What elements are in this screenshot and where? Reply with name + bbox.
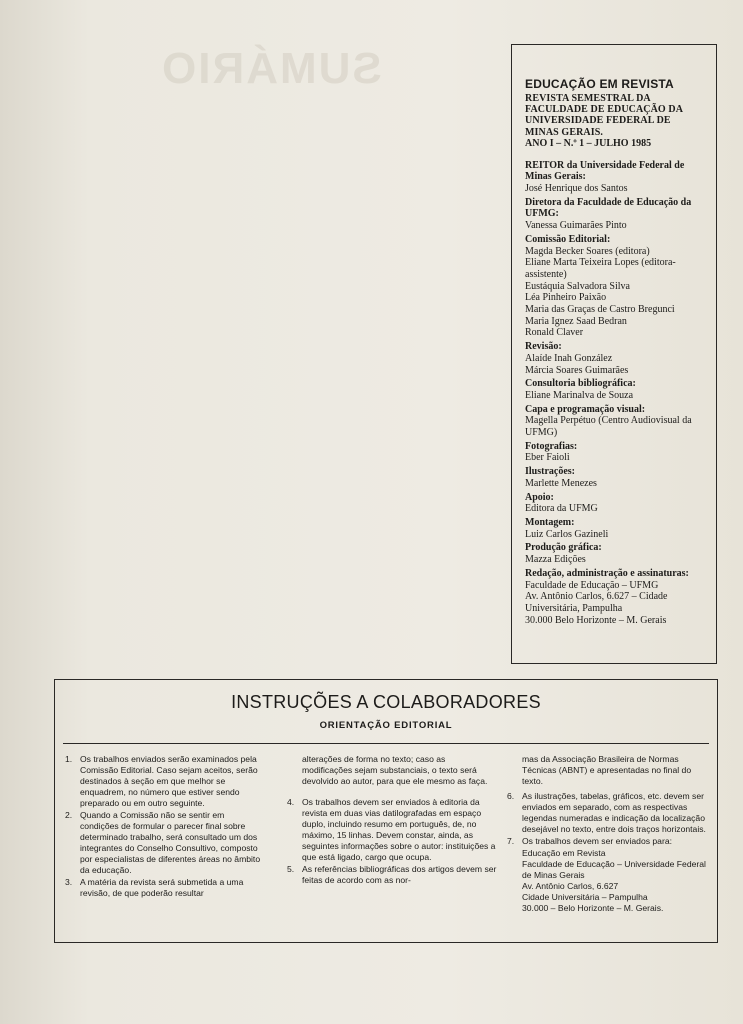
credit-role: Produção gráfica: bbox=[525, 542, 602, 554]
instruction-item: 6. As ilustrações, tabelas, gráficos, etc. devem ser enviados em separado, com as respectivas legendas numeradas e indicação da localização desejável no texto, entre dois traços horizontais. bbox=[507, 791, 706, 834]
credit-role: Ilustrações: bbox=[525, 466, 575, 478]
credit-role: Capa e programação visual: bbox=[525, 403, 646, 415]
credit-name: Eustáquia Salvadora Silva bbox=[525, 280, 630, 292]
credit-entry bbox=[525, 234, 710, 339]
instructions-column-2 bbox=[287, 754, 497, 887]
credit-entry bbox=[525, 404, 710, 439]
credit-entry bbox=[525, 517, 710, 540]
credit-name: Eliane Marta Teixeira Lopes (editora-assistente) bbox=[525, 257, 676, 280]
credit-role: Apoio: bbox=[525, 491, 554, 503]
instruction-continuation: alterações de forma no texto; caso as modificações sejam substanciais, o texto será devolvido ao autor, para que ele mesmo as faça. bbox=[302, 754, 488, 786]
credit-name: Vanessa Guimarães Pinto bbox=[525, 220, 627, 232]
credit-entry bbox=[525, 378, 710, 401]
issue-info: ANO I – N.º 1 – JULHO 1985 bbox=[525, 137, 652, 149]
credit-name: Maria Ignez Saad Bedran bbox=[525, 315, 627, 327]
credit-name: Ronald Claver bbox=[525, 327, 584, 339]
masthead-box bbox=[511, 44, 717, 664]
instruction-item: 2. Quando a Comissão não se sentir em condições de formular o parecer final sobre determinado trabalho, será consultado um dos integrantes do Conselho Consultivo, composto por especialistas de diferentes áreas no âmbito da educação. bbox=[65, 810, 261, 875]
journal-subtitle-line: FACULDADE DE EDUCAÇÃO DA bbox=[525, 104, 684, 115]
instructions-title: INSTRUÇÕES A COLABORADORES bbox=[231, 692, 541, 712]
divider bbox=[63, 743, 709, 744]
credit-entry bbox=[525, 568, 710, 627]
instructions-column-3 bbox=[507, 754, 707, 914]
bleed-through-title: SUMÁRIO bbox=[160, 44, 382, 93]
instruction-continuation: mas da Associação Brasileira de Normas Técnicas (ABNT) e apresentadas no final do texto. bbox=[522, 754, 692, 786]
credit-role: Montagem: bbox=[525, 516, 575, 528]
credit-name: Mazza Edições bbox=[525, 554, 586, 566]
credit-role: Consultoria bibliográfica: bbox=[525, 378, 636, 390]
credit-role: Comissão Editorial: bbox=[525, 233, 611, 245]
credit-name: Maria das Graças de Castro Bregunci bbox=[525, 304, 675, 316]
instruction-item: 5. As referências bibliográficas dos artigos devem ser feitas de acordo com as nor- bbox=[287, 864, 497, 885]
credit-role: Revisão: bbox=[525, 341, 562, 353]
credit-name: Marlette Menezes bbox=[525, 477, 597, 489]
credit-role: Redação, administração e assinaturas: bbox=[525, 567, 689, 579]
credit-entry bbox=[525, 492, 710, 515]
credit-name: Faculdade de Educação – UFMG bbox=[525, 579, 659, 591]
credit-name: Eliane Marinalva de Souza bbox=[525, 389, 634, 401]
address-line: 30.000 – Belo Horizonte – M. Gerais. bbox=[522, 903, 664, 913]
instruction-item: 3. A matéria da revista será submetida a uma revisão, de que poderão resultar bbox=[65, 877, 244, 898]
credit-name: Editora da UFMG bbox=[525, 503, 598, 515]
credit-name: Magda Becker Soares (editora) bbox=[525, 245, 650, 257]
credit-entry bbox=[525, 441, 710, 464]
bleed-through-text bbox=[300, 236, 500, 676]
submission-address bbox=[507, 848, 707, 914]
journal-subtitle-line: MINAS GERAIS. bbox=[525, 126, 603, 138]
address-line: Av. Antônio Carlos, 6.627 bbox=[522, 881, 619, 891]
instructions-box bbox=[54, 679, 718, 943]
credit-role: Diretora da Faculdade de Educação da UFMG: bbox=[525, 196, 692, 220]
credits-list bbox=[525, 160, 710, 627]
journal-title: EDUCAÇÃO EM REVISTA bbox=[525, 77, 674, 91]
credit-entry bbox=[525, 197, 710, 232]
credit-name: Alaíde Inah González bbox=[525, 352, 613, 364]
credit-entry bbox=[525, 466, 710, 489]
credit-name: 30.000 Belo Horizonte – M. Gerais bbox=[525, 614, 667, 626]
instructions-subtitle: ORIENTAÇÃO EDITORIAL bbox=[319, 720, 453, 731]
credit-name: Márcia Soares Guimarães bbox=[525, 364, 629, 376]
address-line: Educação em Revista bbox=[522, 848, 606, 858]
credit-entry bbox=[525, 341, 710, 376]
instruction-item: 7. Os trabalhos devem ser enviados para: bbox=[507, 836, 672, 846]
instruction-item: 1. Os trabalhos enviados serão examinados pela Comissão Editorial. Caso sejam aceitos, serão destinados à seção em que melhor se enquadrem, no número que estiver sendo preparado ou em outro seguinte. bbox=[65, 754, 258, 808]
credit-name: Av. Antônio Carlos, 6.627 – Cidade Universitária, Pampulha bbox=[525, 591, 668, 614]
credit-entry bbox=[525, 542, 710, 565]
journal-subtitle-line: REVISTA SEMESTRAL DA bbox=[525, 92, 651, 104]
journal-subtitle-line: UNIVERSIDADE FEDERAL DE bbox=[525, 115, 671, 127]
credit-entry bbox=[525, 160, 710, 195]
credit-name: Léa Pinheiro Paixão bbox=[525, 292, 607, 304]
instruction-item: 4. Os trabalhos devem ser enviados à editoria da revista em duas vias datilografadas em espaço duplo, incluindo resumo em português, de, no máximo, 15 linhas. Devem constar, ainda, as seguintes informações sobre o autor: instituições a que está ligado, cargo que ocupa. bbox=[287, 797, 496, 862]
credit-name: Eber Faioli bbox=[525, 452, 570, 464]
address-line: Faculdade de Educação – Universidade Federal de Minas Gerais bbox=[522, 859, 706, 880]
address-line: Cidade Universitária – Pampulha bbox=[522, 892, 648, 902]
credit-role: Fotografias: bbox=[525, 440, 578, 452]
instructions-column-1 bbox=[65, 754, 265, 900]
credit-name: José Henrique dos Santos bbox=[525, 183, 628, 194]
credit-name: Luiz Carlos Gazineli bbox=[525, 528, 609, 540]
credit-name: Magella Perpétuo (Centro Audiovisual da UFMG) bbox=[525, 415, 692, 439]
credit-role: REITOR da Universidade Federal de Minas Gerais: bbox=[525, 159, 685, 183]
